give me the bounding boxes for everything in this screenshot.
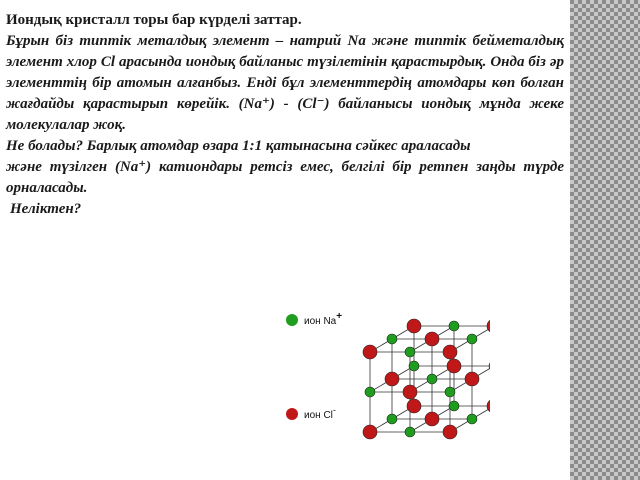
cl-ion: [465, 372, 479, 386]
cl-ion: [425, 412, 439, 426]
na-ion: [405, 347, 415, 357]
na-ion: [467, 334, 477, 344]
na-ion: [489, 361, 490, 371]
nacl-crystal-lattice-figure: [280, 302, 490, 462]
na-ion: [409, 361, 419, 371]
na-ion: [449, 401, 459, 411]
na-ion: [387, 334, 397, 344]
na-ion: [387, 414, 397, 424]
na-ion: [405, 427, 415, 437]
paragraph-2: Не болады? Барлық атомдар өзара 1:1 қатынасына сәйкес араласады: [6, 138, 471, 154]
cl-ion: [407, 319, 421, 333]
cl-legend-label: ион Cl-: [304, 405, 336, 421]
cl-ion: [407, 399, 421, 413]
cl-ion: [443, 425, 457, 439]
slide-text: [6, 10, 564, 220]
cl-ion: [425, 332, 439, 346]
legend-cl: [286, 405, 336, 421]
legend-na: [286, 311, 342, 327]
cl-ion: [363, 345, 377, 359]
na-ion: [449, 321, 459, 331]
cl-ion: [487, 319, 490, 333]
paragraph-4: Неліктен?: [10, 201, 82, 217]
slide-heading: Иондық кристалл торы бар күрделі заттар.: [6, 12, 302, 28]
paragraph-3: және түзілген (Na⁺) катиондары ретсіз емес, белгілі бір ретпен заңды түрде орналасады.: [6, 159, 564, 196]
cl-ion: [447, 359, 461, 373]
na-ion: [467, 414, 477, 424]
na-legend-label: ион Na+: [304, 311, 343, 327]
cl-ion: [385, 372, 399, 386]
na-ion: [427, 374, 437, 384]
cl-ion-legend-icon: [286, 408, 298, 420]
cl-ion: [363, 425, 377, 439]
cl-ion: [443, 345, 457, 359]
na-ion: [365, 387, 375, 397]
decorative-side-strip: [570, 0, 640, 480]
cl-ion: [403, 385, 417, 399]
na-ion-legend-icon: [286, 314, 298, 326]
cl-ion: [487, 399, 490, 413]
paragraph-1: Бұрын біз типтік металдық элемент – натрий Na және типтік бейметалдық элемент хлор Cl арасында иондық байланыс түзілетінін қарастырдық. Онда біз әр элементтің бір атомын алғанбыз. Енді бұл элементтердің атомдары көп болған жағдайды қарастырып көрейік. (Na⁺) - (Cl⁻) байланысы иондық мұнда жеке молекулалар жоқ.: [6, 33, 564, 133]
na-ion: [445, 387, 455, 397]
